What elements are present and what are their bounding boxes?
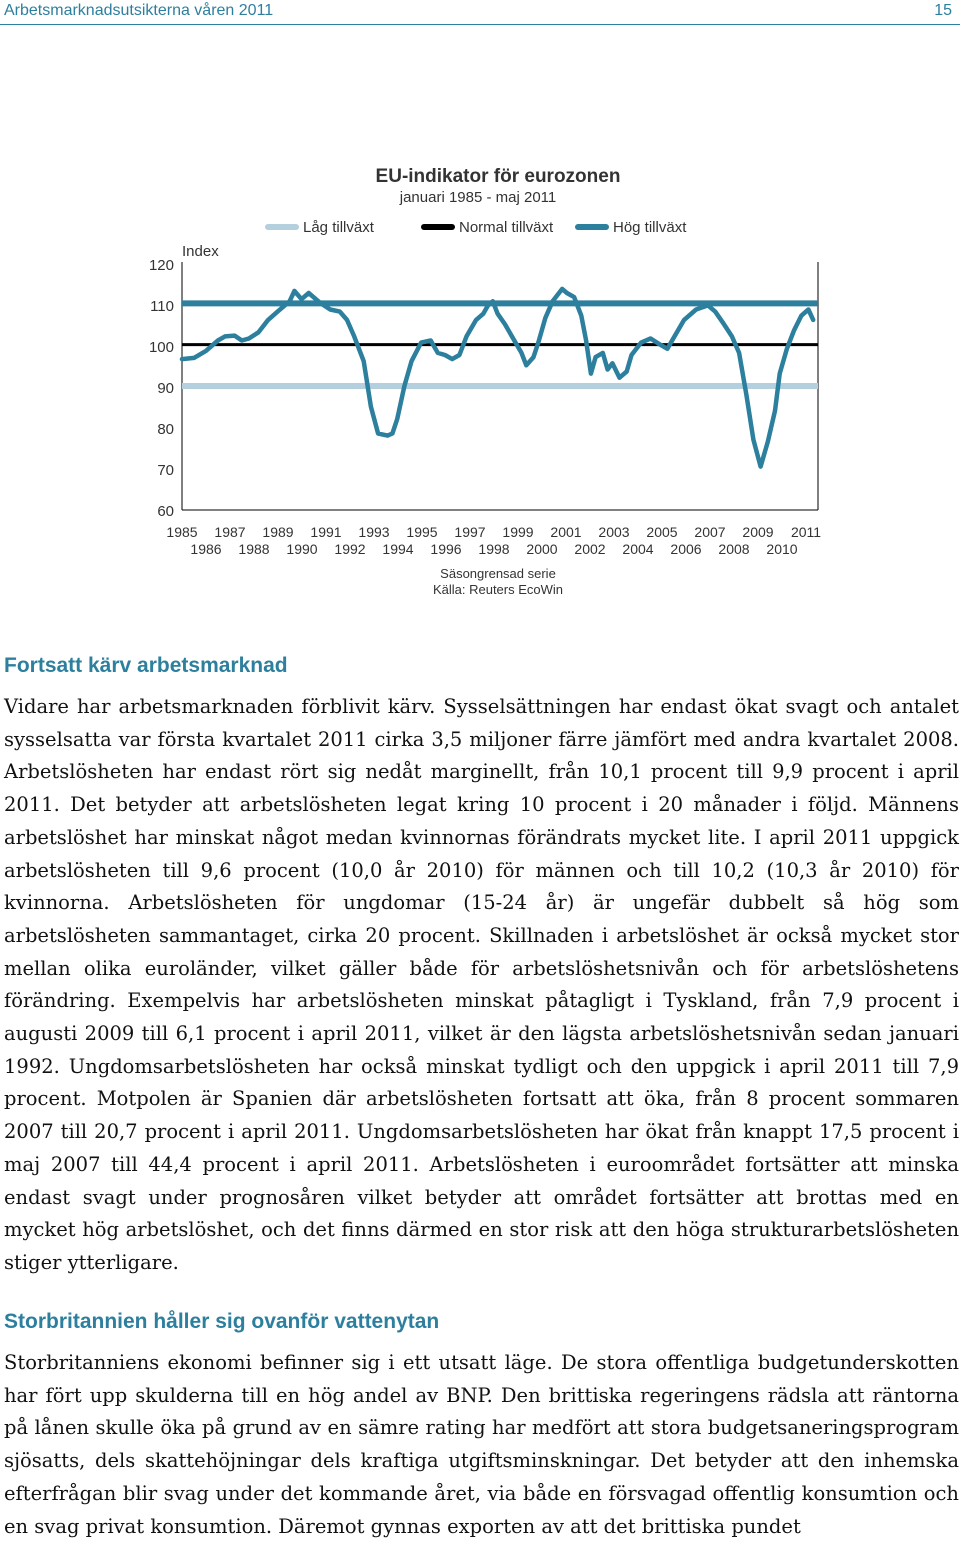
x-tick-label: 1994: [382, 541, 414, 557]
x-tick-label: 1986: [190, 541, 222, 557]
x-tick-label: 1995: [406, 524, 438, 540]
y-tick-label: 60: [157, 503, 174, 520]
x-tick-label: 1992: [334, 541, 366, 557]
x-tick-label: 2008: [718, 541, 750, 557]
x-tick-label: 1989: [262, 524, 294, 540]
y-tick-label: 90: [157, 380, 174, 397]
x-tick-label: 1996: [430, 541, 462, 557]
y-tick-label: 70: [157, 462, 174, 479]
index-series-line: [182, 289, 813, 467]
x-tick-label: 2001: [550, 524, 582, 540]
x-tick-label: 2004: [622, 541, 654, 557]
legend-label-high: Hög tillväxt: [613, 219, 687, 236]
x-tick-label: 2009: [742, 524, 774, 540]
x-tick-label: 2005: [646, 524, 678, 540]
section-heading-uk: Storbritannien håller sig ovanför vattenytan: [4, 1310, 440, 1333]
chart-title: EU-indikator för eurozonen: [375, 166, 621, 187]
x-tick-label: 1990: [286, 541, 318, 557]
page-number: 15: [934, 2, 952, 19]
section-heading-labour-market: Fortsatt kärv arbetsmarknad: [4, 654, 288, 677]
chart-legend: [268, 219, 687, 236]
section-body-labour-market: Vidare har arbetsmarknaden förblivit kärv. Sysselsättningen har endast ökat svagt och antalet sysselsatta var första kvartalet 2011 cirka 3,5 miljoner färre jämfört med andra kvartalet 2008. Arbetslösheten har endast rört sig nedåt marginellt, från 10,1 procent till 9,9 procent i april 2011. Det betyder att arbetslösheten legat kring 10 procent i 20 månader i följd. Männens arbetslöshet har minskat något medan kvinnornas förändrats mycket lite. I april 2011 uppgick arbetslösheten till 9,6 procent (10,0 år 2010) för männen och till 10,2 (10,3 år 2010) för kvinnorna. Arbetslösheten för ungdomar (15-24 år) är ungefär dubbelt så hög som arbetslösheten sammantaget, cirka 20 procent. Skillnaden i arbetslöshet är också mycket stor mellan olika euroländer, vilket gäller både för arbetslöshetsnivån och för arbetslöshetens förändring. Exempelvis har arbetslösheten minskat påtagligt i Tyskland, från 7,9 procent i augusti 2009 till 6,1 procent i april 2011, vilket är den lägsta arbetslöshetsnivån sedan januari 1992. Ungdomsarbetslösheten har också minskat tydligt och den uppgick i april 2011 till 7,9 procent. Motpolen är Spanien där arbetslösheten fortsatt att öka, från 8 procent sommaren 2007 till 20,7 procent i april 2011. Ungdomsarbetslösheten har ökat från knappt 17,5 procent i maj 2007 till 44,4 procent i april 2011. Arbetslösheten i euroområdet fortsätter att minska endast svagt under prognosåren vilket betyder att området fortsätter att brottas med en mycket hög arbetslöshet, och det finns därmed en stor risk att den höga strukturarbetslösheten stiger ytterligare.: [4, 695, 959, 1274]
x-tick-labels: [166, 524, 821, 557]
y-tick-labels: [149, 257, 174, 520]
header-rule: [0, 24, 960, 25]
running-title: Arbetsmarknadsutsikterna våren 2011: [4, 2, 274, 19]
x-tick-label: 1997: [454, 524, 486, 540]
section-body-uk: Storbritanniens ekonomi befinner sig i ett utsatt läge. De stora offentliga budgetunderskotten har fört upp skulderna till en hög andel av BNP. Den brittiska regeringens rädsla att räntorna på lånen skulle öka på grund av en sämre rating har medfört att stora budgetsaneringsprogram sjösatts, dels skattehöjningar dels kraftiga utgiftsminskningar. Det betyder att den inhemska efterfrågan blir svag under det kommande året, via både en försvagad offentlig konsumtion och en svag privat konsumtion. Däremot gynnas exporten av att det brittiska pundet: [4, 1351, 959, 1538]
x-tick-label: 2003: [598, 524, 630, 540]
y-tick-label: 120: [148, 257, 174, 274]
x-tick-label: 1987: [214, 524, 246, 540]
x-tick-label: 2000: [526, 541, 558, 557]
x-tick-label: 1991: [310, 524, 342, 540]
x-tick-label: 1993: [358, 524, 390, 540]
y-tick-label: 110: [150, 298, 174, 315]
x-tick-label: 2011: [790, 524, 822, 540]
x-tick-label: 1998: [478, 541, 510, 557]
chart-note-source: Källa: Reuters EcoWin: [432, 582, 564, 597]
x-tick-label: 2010: [766, 541, 798, 557]
chart-note-seasonal: Säsongrensad serie: [440, 566, 556, 581]
legend-label-normal: Normal tillväxt: [459, 219, 554, 236]
x-tick-label: 1988: [238, 541, 270, 557]
y-tick-label: 100: [148, 339, 174, 356]
page-header: [0, 0, 960, 24]
eu-indicator-chart: [0, 150, 960, 620]
x-tick-label: 2007: [694, 524, 726, 540]
x-tick-label: 2006: [670, 541, 702, 557]
x-tick-label: 1985: [166, 524, 198, 540]
y-axis-label: Index: [182, 243, 219, 260]
y-tick-label: 80: [157, 421, 174, 438]
x-tick-label: 2002: [574, 541, 606, 557]
chart-subtitle: januari 1985 - maj 2011: [399, 189, 557, 206]
x-tick-label: 1999: [502, 524, 534, 540]
legend-label-low: Låg tillväxt: [303, 219, 374, 236]
